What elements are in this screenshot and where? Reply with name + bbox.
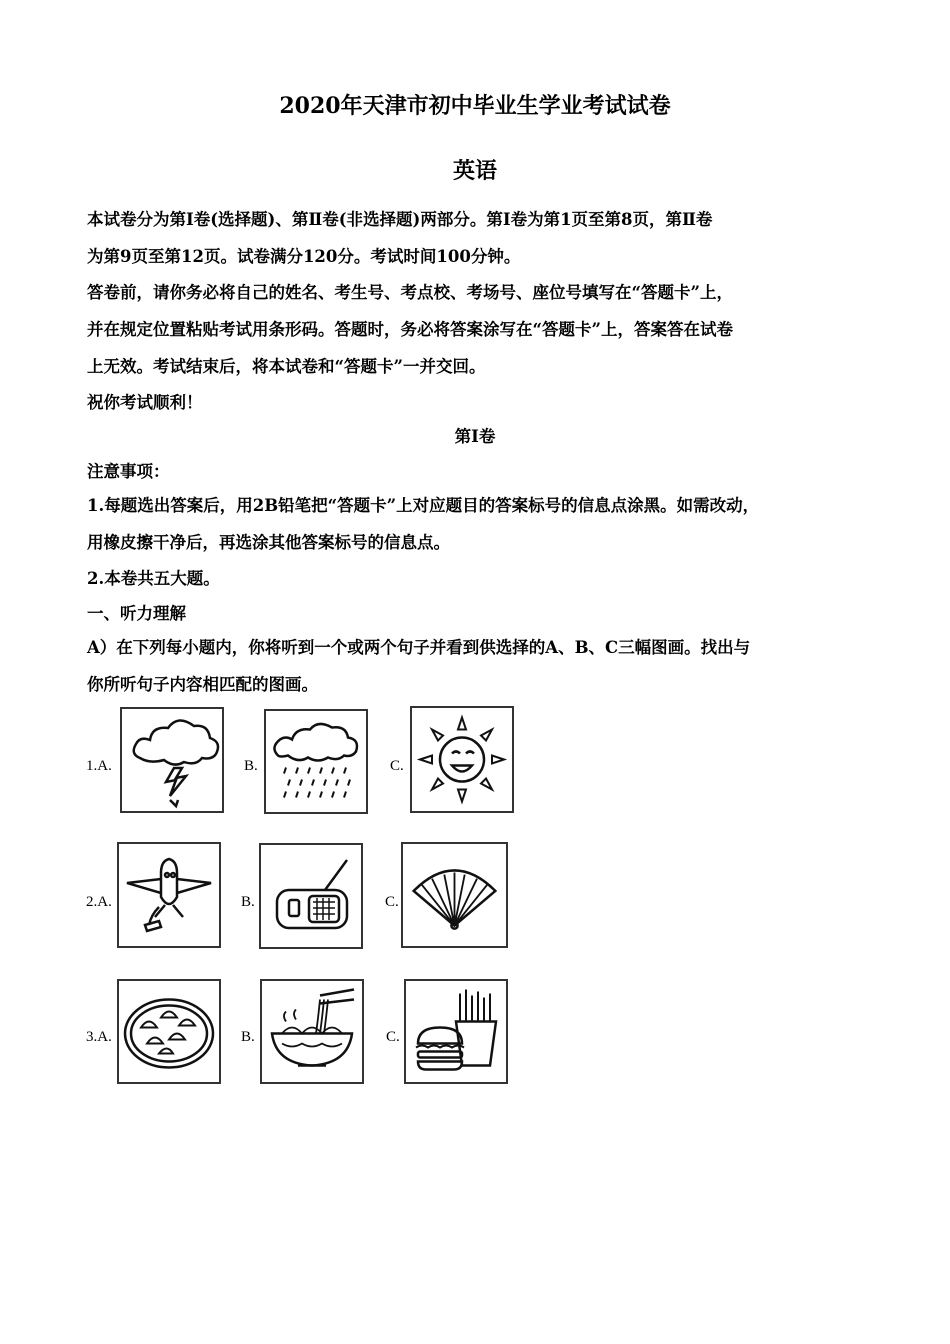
intro-line: 为第9页至第12页。试卷满分120分。考试时间100分钟。 — [87, 247, 521, 266]
option-label: C. — [385, 894, 399, 910]
hand-fan-icon[interactable] — [401, 842, 508, 948]
option-label: C. — [386, 1029, 400, 1045]
notice-title: 注意事项： — [87, 462, 170, 481]
part-instruction: 你所听句子内容相匹配的图画。 — [87, 675, 318, 694]
part-title: 一、听力理解 — [87, 604, 186, 623]
notice-line: 2.本卷共五大题。 — [87, 569, 220, 588]
subject-title: 英语 — [452, 158, 497, 184]
intro-line: 上无效。考试结束后，将本试卷和“答题卡”一并交回。 — [87, 357, 486, 376]
noodle-bowl-icon[interactable] — [260, 979, 364, 1084]
section-heading: 第Ⅰ卷 — [454, 427, 496, 446]
sun-icon[interactable] — [410, 706, 514, 813]
intro-line: 答卷前，请你务必将自己的姓名、考生号、考点校、考场号、座位号填写在“答题卡”上， — [87, 283, 733, 302]
intro-line: 并在规定位置粘贴考试用条形码。答题时，务必将答案涂写在“答题卡”上，答案答在试卷 — [87, 320, 733, 339]
page-title: 2020年天津市初中毕业生学业考试试卷 — [279, 93, 671, 119]
part-instruction: A）在下列每小题内，你将听到一个或两个句子并看到供选择的A、B、C三幅图画。找出与 — [87, 638, 751, 657]
dumplings-plate-icon[interactable] — [117, 979, 221, 1084]
intro-line: 本试卷分为第Ⅰ卷(选择题)、第Ⅱ卷(非选择题)两部分。第Ⅰ卷为第1页至第8页，第Ⅱ卷 — [87, 210, 713, 229]
option-label: B. — [244, 758, 258, 774]
option-label: 1.A. — [86, 758, 112, 774]
option-label: B. — [241, 1029, 255, 1045]
rain-cloud-icon[interactable] — [264, 709, 368, 814]
option-label: 3.A. — [86, 1029, 112, 1045]
thunderstorm-icon[interactable] — [120, 707, 224, 813]
airplane-toy-icon[interactable] — [117, 842, 221, 948]
notice-line: 用橡皮擦干净后，再选涂其他答案标号的信息点。 — [87, 533, 450, 552]
intro-line: 祝你考试顺利！ — [87, 393, 203, 412]
burger-fries-icon[interactable] — [404, 979, 508, 1084]
notice-line: 1.每题选出答案后，用2B铅笔把“答题卡”上对应题目的答案标号的信息点涂黑。如需改动， — [87, 496, 760, 515]
option-label: C. — [390, 758, 404, 774]
option-label: B. — [241, 894, 255, 910]
option-label: 2.A. — [86, 894, 112, 910]
radio-icon[interactable] — [259, 843, 363, 949]
